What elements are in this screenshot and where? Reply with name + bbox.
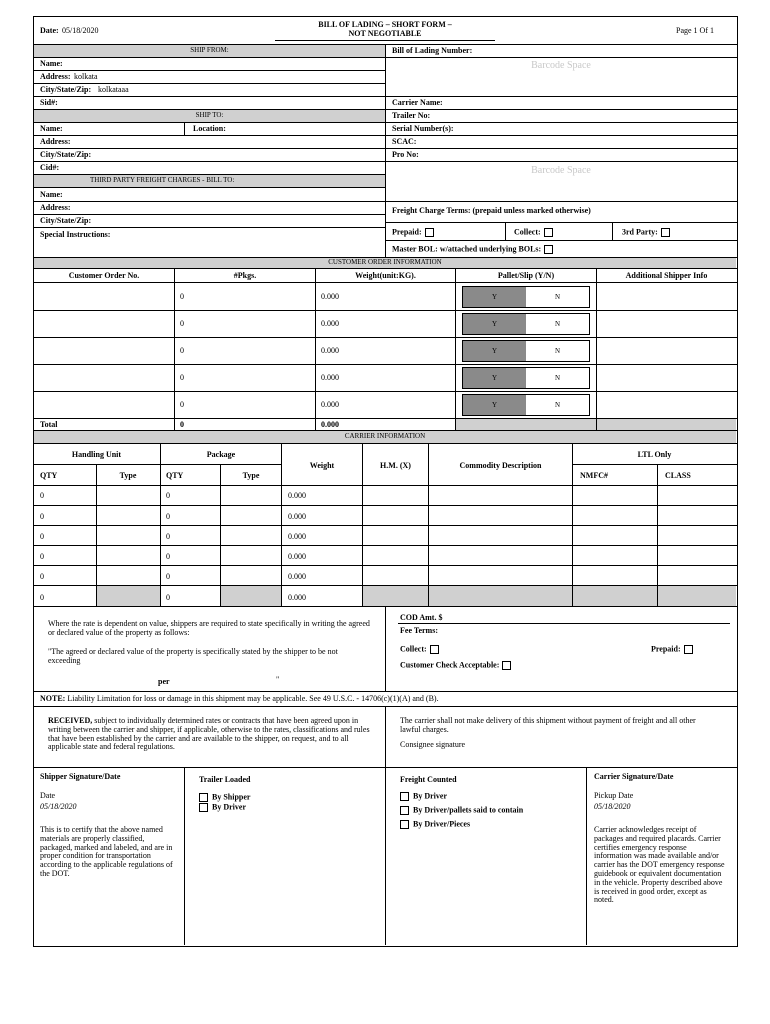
package-header: Package xyxy=(206,450,236,459)
note-text: Liability Limitation for loss or damage in this shipment may be applicable. See 49 U.S.C. - 14706(c)(1)(A) and (B). xyxy=(67,694,439,703)
row-weight: 0.000 xyxy=(288,593,306,602)
row-weight: 0.000 xyxy=(321,319,339,328)
no-option[interactable]: N xyxy=(554,293,561,301)
master-bol-checkbox[interactable] xyxy=(544,245,553,254)
carrier-signature-heading: Carrier Signature/Date xyxy=(594,772,674,781)
ship-to-location: Location: xyxy=(193,124,226,133)
hu-qty: 0 xyxy=(40,491,44,500)
per-label: per xyxy=(158,677,170,686)
cod-collect-label: Collect: xyxy=(400,644,427,654)
cod-amount: COD Amt. $ xyxy=(400,613,443,622)
fc-pallets-option[interactable] xyxy=(400,806,523,815)
cod-prepaid-label: Prepaid: xyxy=(651,644,681,654)
carrier-info-title: CARRIER INFORMATION xyxy=(344,432,426,440)
pallet-slip-toggle[interactable] xyxy=(462,394,590,416)
third-party-title: THIRD PARTY FREIGHT CHARGES - BILL TO: xyxy=(90,176,235,184)
trailer-loaded-heading: Trailer Loaded xyxy=(199,775,251,784)
rate-dependent-text: Where the rate is dependent on value, shippers are required to state specifically in writing the agreed or declared value of the property as follows: xyxy=(48,619,370,637)
hu-qty: 0 xyxy=(40,512,44,521)
prepaid-checkbox[interactable] xyxy=(425,228,434,237)
barcode-space-1: Barcode Space xyxy=(531,60,591,71)
cod-collect-checkbox[interactable] xyxy=(430,645,439,654)
quote-mark: " xyxy=(276,675,280,684)
by-shipper-checkbox[interactable] xyxy=(199,793,208,802)
customer-check-label: Customer Check Acceptable: xyxy=(400,660,500,670)
row-weight: 0.000 xyxy=(321,346,339,355)
received-body: subject to individually determined rates or contracts that have been agreed upon in writing between the carrier and shipper, if applicable, otherwise to the rates, classifications and rules that have been established by the carrier and are available to the shipper, on request, and to all applicable state and federal regulations. xyxy=(48,716,370,752)
by-driver-checkbox[interactable] xyxy=(199,803,208,812)
fc-by-driver-checkbox[interactable] xyxy=(400,792,409,801)
hu-qty: 0 xyxy=(40,593,44,602)
fc-pieces-label: By Driver/Pieces xyxy=(413,819,471,829)
total-label: Total xyxy=(40,420,58,429)
pkg-qty: 0 xyxy=(166,593,170,602)
special-instructions: Special Instructions: xyxy=(40,230,111,239)
by-shipper-label: By Shipper xyxy=(212,792,251,802)
by-driver-option[interactable] xyxy=(199,803,246,812)
yes-option[interactable]: Y xyxy=(463,287,526,307)
fc-pieces-checkbox[interactable] xyxy=(400,820,409,829)
collect-option[interactable] xyxy=(514,228,553,237)
serial-number-label: Serial Number(s): xyxy=(392,124,454,133)
fc-by-driver-label: By Driver xyxy=(413,791,447,801)
ship-from-address-label: Address: xyxy=(40,72,71,81)
hm-header: H.M. (X) xyxy=(380,461,411,470)
cod-collect-option[interactable] xyxy=(400,645,439,654)
shipper-signature-heading: Shipper Signature/Date xyxy=(40,772,121,781)
master-bol-label: Master BOL: w/attached underlying BOLs: xyxy=(392,244,542,254)
row-pkgs: 0 xyxy=(180,292,184,301)
collect-label: Collect: xyxy=(514,227,541,237)
by-shipper-option[interactable] xyxy=(199,793,250,802)
liability-note xyxy=(40,695,439,703)
carrier-date-value: 05/18/2020 xyxy=(594,802,631,811)
row-weight: 0.000 xyxy=(288,552,306,561)
ship-from-sid: Sid#: xyxy=(40,98,58,107)
pallet-slip-toggle[interactable] xyxy=(462,286,590,308)
hu-qty: 0 xyxy=(40,572,44,581)
pkg-qty: 0 xyxy=(166,572,170,581)
ship-from-address-value: kolkata xyxy=(74,72,98,81)
carrier-name-label: Carrier Name: xyxy=(392,98,443,107)
hu-qty: 0 xyxy=(40,532,44,541)
ltl-only-header: LTL Only xyxy=(637,450,672,459)
shipper-certification: This is to certify that the above named materials are properly classified, packaged, marked and labeled, and are in proper condition for transportation according to the applicable regulations of the DOT. xyxy=(40,825,173,878)
third-party-csz: City/State/Zip: xyxy=(40,216,92,225)
pkg-qty: 0 xyxy=(166,491,170,500)
row-pkgs: 0 xyxy=(180,400,184,409)
yes-option[interactable]: Y xyxy=(463,314,526,334)
date-label: Date: xyxy=(40,26,59,35)
ship-to-address: Address: xyxy=(40,137,71,146)
nmfc-header: NMFC# xyxy=(580,471,608,480)
customer-order-title: CUSTOMER ORDER INFORMATION xyxy=(328,258,442,266)
prepaid-label: Prepaid: xyxy=(392,227,422,237)
yes-option[interactable]: Y xyxy=(463,395,526,415)
prepaid-option[interactable] xyxy=(392,228,434,237)
ship-from-csz-value: kolkataaa xyxy=(98,85,129,94)
no-option[interactable]: N xyxy=(554,374,561,382)
third-party-option[interactable] xyxy=(622,228,670,237)
col-additional-shipper-info: Additional Shipper Info xyxy=(625,271,708,280)
row-pkgs: 0 xyxy=(180,346,184,355)
shipper-date-value: 05/18/2020 xyxy=(40,802,77,811)
pallet-slip-toggle[interactable] xyxy=(462,313,590,335)
col-pallet-slip: Pallet/Slip (Y/N) xyxy=(497,271,555,280)
row-weight: 0.000 xyxy=(288,572,306,581)
handling-unit-header: Handling Unit xyxy=(71,450,122,459)
row-pkgs: 0 xyxy=(180,319,184,328)
ship-to-title: SHIP TO: xyxy=(195,111,224,119)
third-party-checkbox[interactable] xyxy=(661,228,670,237)
carrier-delivery-text: The carrier shall not make delivery of this shipment without payment of freight and all other lawful charges. xyxy=(400,716,696,734)
cod-prepaid-option[interactable] xyxy=(651,645,693,654)
no-option[interactable]: N xyxy=(554,347,561,355)
title-line-1: BILL OF LADING – SHORT FORM – xyxy=(318,20,452,29)
pallet-slip-toggle[interactable] xyxy=(462,340,590,362)
row-weight: 0.000 xyxy=(321,373,339,382)
by-driver-label: By Driver xyxy=(212,802,246,812)
hu-qty: 0 xyxy=(40,552,44,561)
fc-pieces-option[interactable] xyxy=(400,820,470,829)
note-label: NOTE: xyxy=(40,694,66,703)
hu-qty-header: QTY xyxy=(40,471,58,480)
fee-terms: Fee Terms: xyxy=(400,626,438,635)
ship-to-csz: City/State/Zip: xyxy=(40,150,92,159)
trailer-no-label: Trailer No: xyxy=(392,111,431,120)
no-option[interactable]: N xyxy=(554,320,561,328)
pkg-qty: 0 xyxy=(166,552,170,561)
third-party-label: 3rd Party: xyxy=(622,227,658,237)
received-text xyxy=(48,717,376,752)
fc-pallets-label: By Driver/pallets said to contain xyxy=(413,805,524,815)
col-weight: Weight(unit:KG). xyxy=(355,271,416,280)
row-weight: 0.000 xyxy=(321,400,339,409)
total-weight: 0.000 xyxy=(321,420,339,429)
row-pkgs: 0 xyxy=(180,373,184,382)
customer-check-option[interactable] xyxy=(400,661,511,670)
yes-option[interactable]: Y xyxy=(463,341,526,361)
declared-value-text: "The agreed or declared value of the property is specifically stated by the shipper to be not exceeding xyxy=(48,647,338,665)
cod-prepaid-checkbox[interactable] xyxy=(684,645,693,654)
pallet-slip-toggle[interactable] xyxy=(462,367,590,389)
yes-option[interactable]: Y xyxy=(463,368,526,388)
consignee-signature: Consignee signature xyxy=(400,740,466,749)
ship-to-name: Name: xyxy=(40,124,63,133)
fc-by-driver-option[interactable] xyxy=(400,792,447,801)
freight-counted-heading: Freight Counted xyxy=(400,775,457,784)
pkg-qty: 0 xyxy=(166,532,170,541)
scac-label: SCAC: xyxy=(392,137,417,146)
hu-type-header: Type xyxy=(119,471,137,480)
pickup-date-label: Pickup Date xyxy=(594,791,634,800)
no-option[interactable]: N xyxy=(554,401,561,409)
row-weight: 0.000 xyxy=(288,491,306,500)
col-pkgs: #Pkgs. xyxy=(233,271,257,280)
received-label: RECEIVED, xyxy=(48,716,93,725)
pro-no-label: Pro No: xyxy=(392,150,419,159)
row-weight: 0.000 xyxy=(321,292,339,301)
fc-pallets-checkbox[interactable] xyxy=(400,806,409,815)
ship-to-cid: Cid#: xyxy=(40,163,60,172)
total-pkgs: 0 xyxy=(180,420,184,429)
weight-header: Weight xyxy=(309,461,335,470)
collect-checkbox[interactable] xyxy=(544,228,553,237)
master-bol-option[interactable] xyxy=(392,245,553,254)
commodity-header: Commodity Description xyxy=(459,461,542,470)
row-weight: 0.000 xyxy=(288,532,306,541)
carrier-acknowledgement: Carrier acknowledges receipt of packages and required placards. Carrier certifies emergency response information was made available and/or carrier has the DOT emergency response guidebook or equivalent documentation in the vehicle. Property described above is received in good order, except as noted. xyxy=(594,825,725,905)
ship-from-title: SHIP FROM: xyxy=(190,46,229,54)
pkg-qty: 0 xyxy=(166,512,170,521)
class-header: CLASS xyxy=(665,471,691,480)
pkg-type-header: Type xyxy=(242,471,260,480)
freight-charge-terms: Freight Charge Terms: (prepaid unless marked otherwise) xyxy=(392,206,591,215)
title-line-2: NOT NEGOTIABLE xyxy=(348,29,422,38)
customer-check-checkbox[interactable] xyxy=(502,661,511,670)
third-party-address: Address: xyxy=(40,203,71,212)
date-value: 05/18/2020 xyxy=(62,26,99,35)
row-weight: 0.000 xyxy=(288,512,306,521)
bol-number-label: Bill of Lading Number: xyxy=(392,46,473,55)
third-party-name: Name: xyxy=(40,190,63,199)
ship-from-name: Name: xyxy=(40,59,63,68)
pkg-qty-header: QTY xyxy=(166,471,184,480)
page-number: Page 1 Of 1 xyxy=(676,26,714,35)
barcode-space-2: Barcode Space xyxy=(531,165,591,176)
col-customer-order-no: Customer Order No. xyxy=(68,271,140,280)
shipper-date-label: Date xyxy=(40,791,56,800)
ship-from-csz-label: City/State/Zip: xyxy=(40,85,92,94)
